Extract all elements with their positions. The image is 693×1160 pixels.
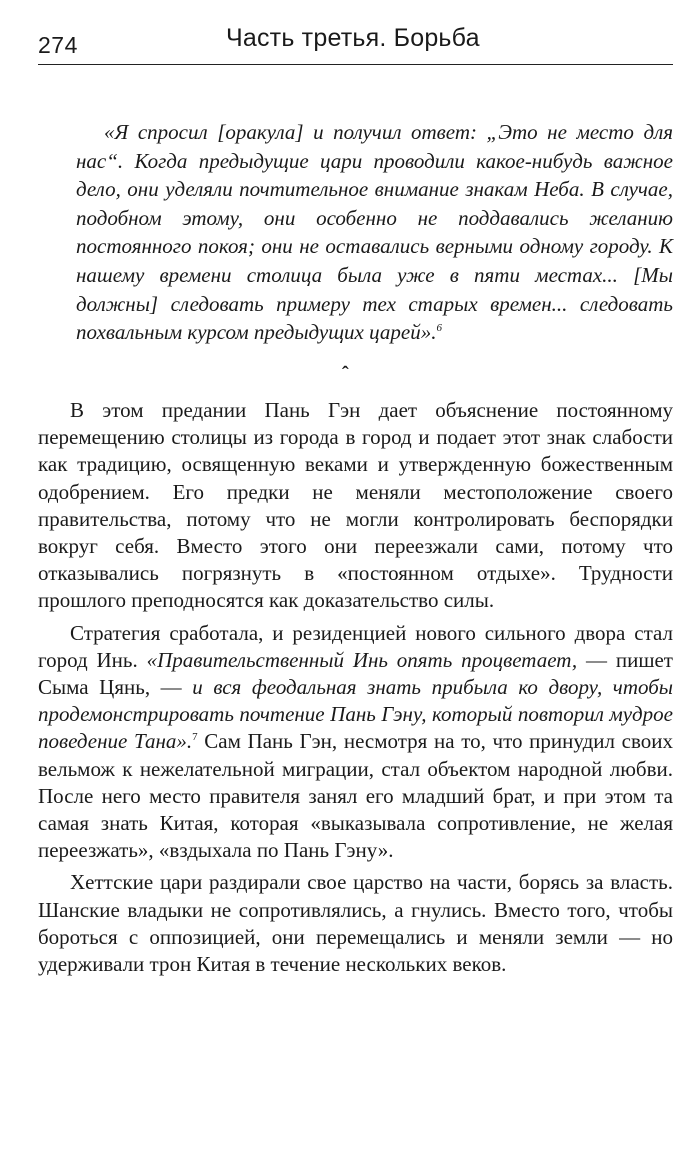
separator-mark: ˆ (342, 363, 349, 385)
paragraph-2 (38, 620, 673, 865)
paragraph-2-part-c: — пишет Сыма Цянь, — (38, 647, 673, 700)
paragraph-3: Хеттские цари раздирали свое царство на части, борясь за власть. Шанские владыки не сопротивлялись, а гнулись. Вместо того, чтобы бороться с оппозицией, они перемещались и меняли земли — но удерживали трон Китая в течение нескольких веков. (38, 870, 673, 977)
paragraph-2-quote-1: «Правительственный Инь опять процветает, (146, 647, 578, 672)
quote-text: «Я спросил [оракула] и получил ответ: „Это не место для нас“. Когда предыдущие цари проводили какое-нибудь важное дело, они уделяли почтительное внимание знакам Неба. В случае, подобном этому, они особенно не поддавались желанию постоянного покоя; они не оставались верными одному городу. К нашему времени столица была уже в пяти местах... [Мы должны] следовать примеру тех старых времен... следовать похвальным курсом предыдущих царей». (76, 120, 673, 345)
body-text (38, 397, 673, 983)
page-number: 274 (38, 32, 78, 58)
running-title: Часть третья. Борьба (226, 24, 480, 52)
paragraph-1: В этом предании Пань Гэн дает объяснение постоянному перемещению столицы из города в город и подает этот знак слабости как традицию, освященную веками и утвержденную божественным одобрением. Его предки не меняли местоположение своего правительства, потому что не могли контролировать беспорядки вокруг себя. Вместо этого они переезжали сами, потому что отказывались погрязнуть в «постоянном отдыхе». Трудности прошлого преподносятся как доказательство силы. (38, 398, 673, 613)
paragraph-2-quote-2: и вся феодальная знать прибыла ко двору, чтобы продемонстрировать почтение Пань Гэну, который повторил мудрое поведение Тана». (38, 675, 673, 754)
paragraph-2-part-a: Стратегия сработала, и резиденцией нового сильного двора стал город Инь. (38, 620, 673, 672)
block-quote (76, 118, 673, 347)
footnote-ref-7: 7 (192, 731, 198, 744)
page-header (38, 24, 673, 65)
paragraph-2-part-e: Сам Пань Гэн, несмотря на то, что принудил своих вельмож к нежелательной миграции, стал объектом народной любви. После него место правителя занял его младший брат, и при этом та самая знать Китая, которая «выказывала сопротивление, не желая переезжать», «вздыхала по Пань Гэну». (38, 729, 673, 863)
footnote-ref-6: 6 (436, 322, 442, 335)
